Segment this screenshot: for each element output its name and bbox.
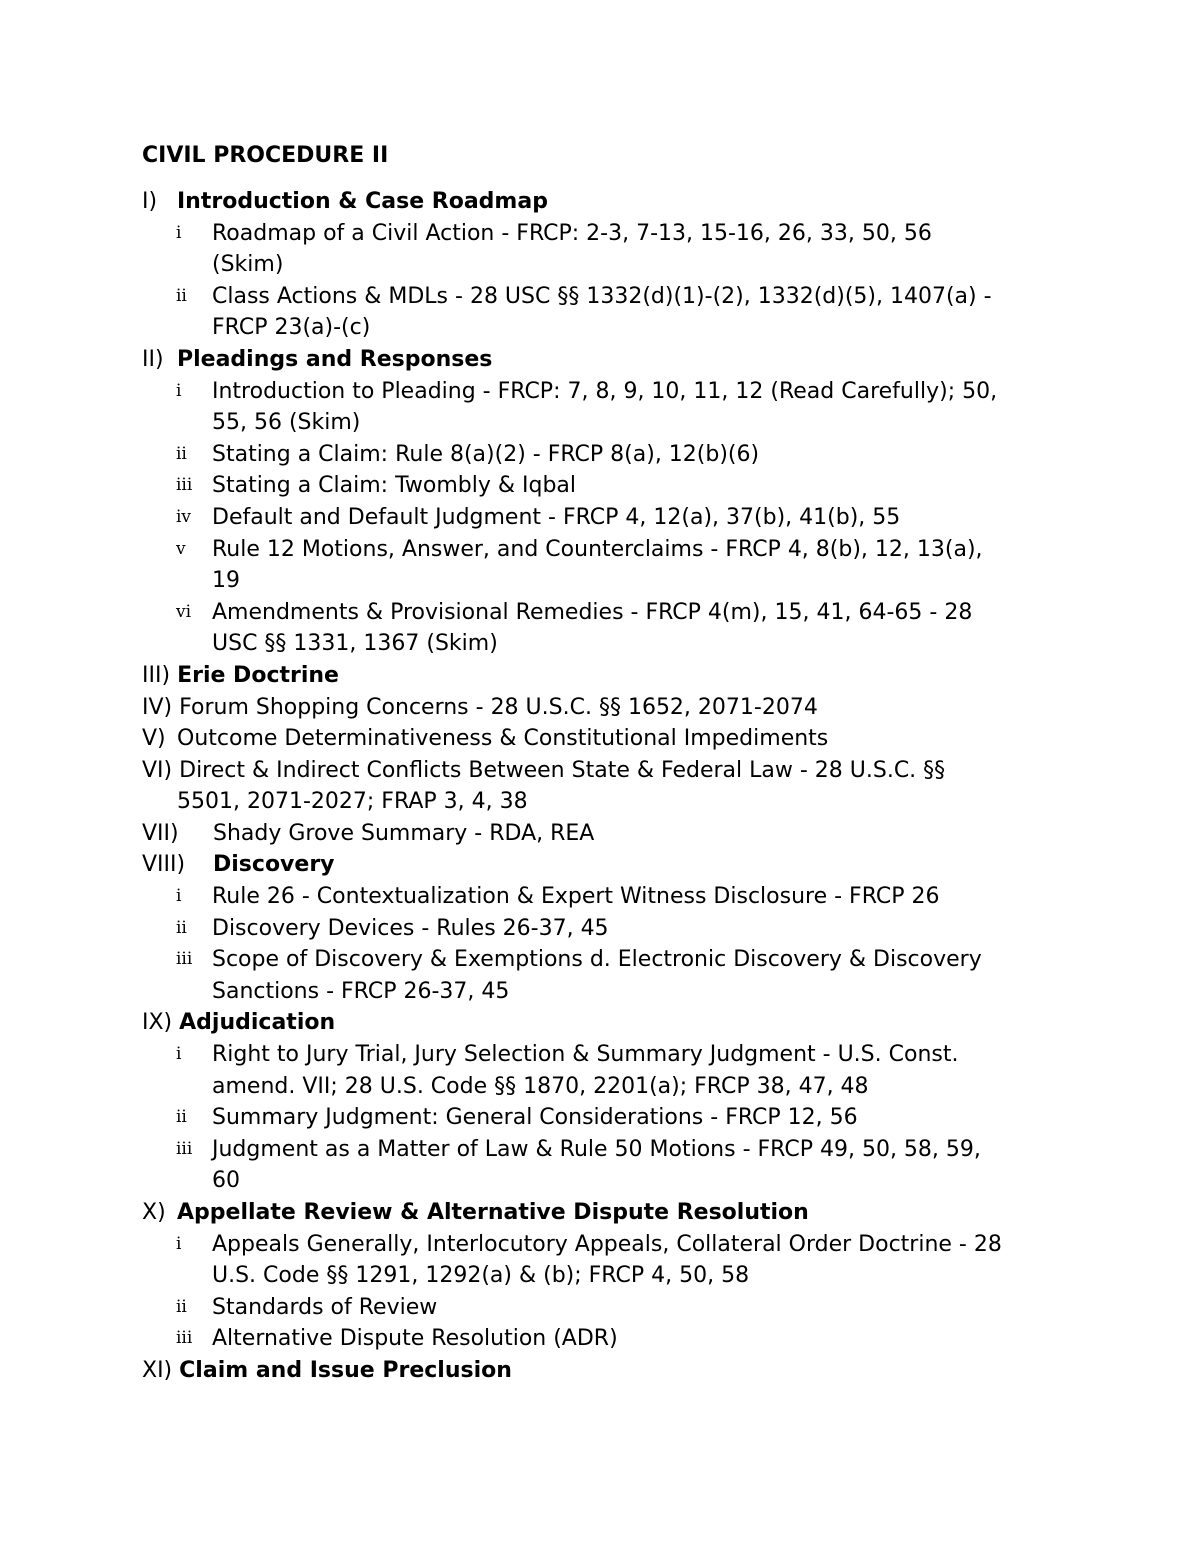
section-2-item-v	[142, 534, 1072, 566]
section-5	[142, 723, 1072, 755]
item-number: i	[176, 886, 182, 907]
item-text: Summary Judgment: General Considerations - FRCP 12, 56	[212, 1105, 858, 1131]
item-text: Rule 12 Motions, Answer, and Counterclaims - FRCP 4, 8(b), 12, 13(a),	[212, 536, 983, 562]
section-8-item-i	[142, 881, 1072, 913]
item-text: Stating a Claim: Twombly & Iqbal	[212, 473, 577, 499]
item-text: Roadmap of a Civil Action - FRCP: 2-3, 7-13, 15-16, 26, 33, 50, 56	[212, 220, 932, 246]
item-text: Discovery Devices - Rules 26-37, 45	[212, 915, 609, 941]
section-9-item-iii	[142, 1134, 1072, 1166]
section-10	[142, 1197, 1072, 1229]
section-number: IX)	[142, 1010, 173, 1036]
section-11	[142, 1355, 1072, 1387]
section-1-item-i	[142, 218, 1072, 250]
item-number: ii	[176, 1296, 187, 1317]
section-10-item-ii	[142, 1292, 1072, 1324]
item-number: i	[176, 380, 182, 401]
item-number: ii	[176, 1107, 187, 1128]
item-continuation: 55, 56 (Skim)	[212, 410, 361, 436]
section-number: VI)	[142, 757, 173, 783]
item-text: Amendments & Provisional Remedies - FRCP 4(m), 15, 41, 64-65 - 28	[212, 599, 973, 625]
section-heading: Direct & Indirect Conflicts Between State & Federal Law - 28 U.S.C. §§	[179, 757, 946, 783]
item-continuation: 19	[212, 568, 240, 594]
section-heading: Claim and Issue Preclusion	[179, 1357, 512, 1383]
item-number: ii	[176, 285, 187, 306]
section-2-item-ii	[142, 439, 1072, 471]
section-heading: Shady Grove Summary - RDA, REA	[213, 820, 595, 846]
item-number: iii	[176, 949, 193, 970]
item-text: Introduction to Pleading - FRCP: 7, 8, 9, 10, 11, 12 (Read Carefully); 50,	[212, 378, 998, 404]
section-2-item-iv	[142, 502, 1072, 534]
section-heading: Appellate Review & Alternative Dispute Resolution	[177, 1200, 809, 1225]
section-2-item-i	[142, 376, 1072, 408]
section-10-item-iii	[142, 1323, 1072, 1355]
item-number: vi	[176, 601, 192, 622]
section-number: XI)	[142, 1357, 173, 1383]
item-number: iii	[176, 1328, 193, 1349]
item-continuation: (Skim)	[212, 252, 284, 278]
section-9-item-i	[142, 1039, 1072, 1071]
section-number: X)	[142, 1200, 166, 1225]
section-3	[142, 660, 1072, 692]
section-10-item-i	[142, 1229, 1072, 1261]
item-number: v	[176, 538, 186, 559]
section-continuation: 5501, 2071-2027; FRAP 3, 4, 38	[177, 789, 528, 815]
section-2-item-vi	[142, 597, 1072, 629]
item-text: Class Actions & MDLs - 28 USC §§ 1332(d)(1)-(2), 1332(d)(5), 1407(a) -	[212, 283, 992, 309]
section-heading: Pleadings and Responses	[177, 346, 493, 372]
item-text: Appeals Generally, Interlocutory Appeals, Collateral Order Doctrine - 28	[212, 1231, 1002, 1257]
item-number: ii	[176, 443, 187, 464]
section-number: IV)	[142, 694, 173, 720]
item-text: Right to Jury Trial, Jury Selection & Summary Judgment - U.S. Const.	[212, 1042, 959, 1068]
item-number: ii	[176, 917, 187, 938]
section-number: III)	[142, 662, 171, 688]
section-number: I)	[142, 189, 158, 214]
item-text: Stating a Claim: Rule 8(a)(2) - FRCP 8(a), 12(b)(6)	[212, 441, 760, 467]
section-8	[142, 849, 1072, 881]
item-continuation: FRCP 23(a)-(c)	[212, 315, 371, 341]
section-heading: Introduction & Case Roadmap	[177, 189, 548, 214]
section-4	[142, 692, 1072, 724]
item-text: Rule 26 - Contextualization & Expert Witness Disclosure - FRCP 26	[212, 884, 940, 910]
item-continuation: amend. VII; 28 U.S. Code §§ 1870, 2201(a); FRCP 38, 47, 48	[212, 1073, 869, 1099]
item-number: i	[176, 1233, 182, 1254]
section-6	[142, 755, 1072, 787]
item-continuation: USC §§ 1331, 1367 (Skim)	[212, 631, 498, 657]
section-heading: Adjudication	[179, 1010, 336, 1036]
section-heading: Forum Shopping Concerns - 28 U.S.C. §§ 1652, 2071-2074	[179, 694, 818, 720]
section-heading: Outcome Determinativeness & Constitutional Impediments	[177, 726, 829, 752]
item-continuation: Sanctions - FRCP 26-37, 45	[212, 978, 510, 1004]
course-outline	[142, 186, 1072, 1387]
section-heading: Discovery	[213, 852, 335, 878]
item-text: Alternative Dispute Resolution (ADR)	[212, 1326, 618, 1352]
section-9-item-ii	[142, 1102, 1072, 1134]
document-title: CIVIL PROCEDURE II	[142, 143, 389, 168]
section-7	[142, 818, 1072, 850]
item-text: Scope of Discovery & Exemptions d. Electronic Discovery & Discovery	[212, 947, 982, 973]
item-text: Default and Default Judgment - FRCP 4, 12(a), 37(b), 41(b), 55	[212, 504, 901, 530]
item-number: i	[176, 222, 182, 243]
item-continuation: 60	[212, 1168, 240, 1194]
section-2	[142, 344, 1072, 376]
section-number: V)	[142, 726, 166, 752]
item-text: Standards of Review	[212, 1294, 438, 1320]
section-number: VIII)	[142, 852, 186, 878]
item-number: i	[176, 1044, 182, 1065]
section-1-item-ii	[142, 281, 1072, 313]
item-continuation: U.S. Code §§ 1291, 1292(a) & (b); FRCP 4, 50, 58	[212, 1263, 750, 1289]
section-8-item-ii	[142, 913, 1072, 945]
section-number: VII)	[142, 820, 179, 846]
section-9	[142, 1007, 1072, 1039]
section-8-item-iii	[142, 944, 1072, 976]
item-number: iii	[176, 475, 193, 496]
section-2-item-iii	[142, 470, 1072, 502]
section-heading: Erie Doctrine	[177, 662, 339, 688]
section-1	[142, 186, 1072, 218]
item-number: iii	[176, 1138, 193, 1159]
item-text: Judgment as a Matter of Law & Rule 50 Motions - FRCP 49, 50, 58, 59,	[212, 1136, 981, 1162]
item-number: iv	[176, 506, 192, 527]
section-number: II)	[142, 346, 164, 372]
